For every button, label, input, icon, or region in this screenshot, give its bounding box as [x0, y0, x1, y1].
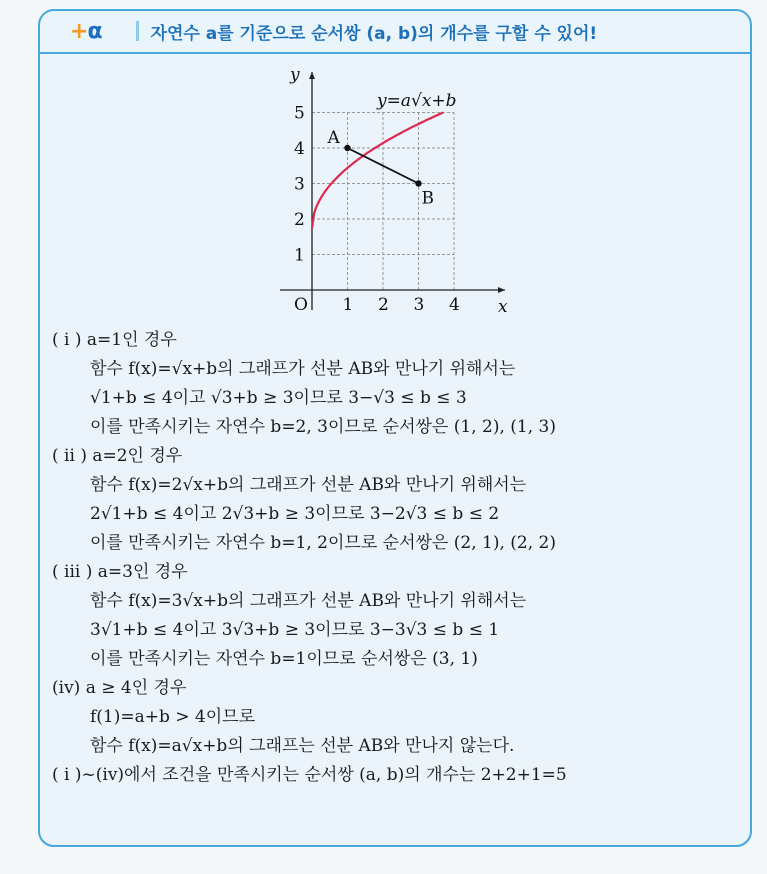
- point-a: [344, 145, 350, 151]
- x-tick-label: 1: [342, 295, 354, 315]
- origin-label: O: [294, 295, 308, 315]
- header: [70, 16, 597, 46]
- solution-line: 이를 만족시키는 자연수 b=1, 2이므로 순서쌍은 (2, 1), (2, 2): [90, 533, 556, 553]
- solution-line: ( i )~(iv)에서 조건을 만족시키는 순서쌍 (a, b)의 개수는 2+2+1=5: [52, 765, 567, 785]
- point-b-label: B: [421, 188, 434, 209]
- plus-alpha-logo: [70, 19, 102, 44]
- solution-line: 함수 f(x)=3√x+b의 그래프가 선분 AB와 만나기 위해서는: [90, 591, 527, 611]
- logo-plus: +: [70, 18, 88, 44]
- y-axis-label: y: [290, 65, 300, 85]
- solution-line: ( i ) a=1인 경우: [52, 330, 177, 350]
- point-b: [415, 180, 421, 186]
- y-tick-label: 1: [294, 245, 305, 266]
- y-tick-label: 5: [294, 103, 305, 124]
- solution-line: 함수 f(x)=2√x+b의 그래프가 선분 AB와 만나기 위해서는: [90, 475, 527, 495]
- y-tick-label: 3: [294, 174, 305, 195]
- x-axis-arrow-icon: [498, 287, 505, 293]
- solution-line: 함수 f(x)=√x+b의 그래프가 선분 AB와 만나기 위해서는: [90, 359, 516, 379]
- solution-line: f(1)=a+b > 4이므로: [90, 707, 256, 727]
- solution-line: 2√1+b ≤ 4이고 2√3+b ≥ 3이므로 3−2√3 ≤ b ≤ 2: [90, 504, 500, 524]
- graph: [270, 60, 520, 320]
- solution-line: 3√1+b ≤ 4이고 3√3+b ≥ 3이므로 3−3√3 ≤ b ≤ 1: [90, 620, 500, 640]
- solution-line: √1+b ≤ 4이고 √3+b ≥ 3이므로 3−√3 ≤ b ≤ 3: [90, 388, 467, 408]
- solution-text: [52, 326, 567, 790]
- header-title: 자연수 a를 기준으로 순서쌍 (a, b)의 개수를 구할 수 있어!: [150, 23, 598, 44]
- y-tick-label: 4: [294, 139, 305, 159]
- point-a-label: A: [327, 128, 340, 148]
- solution-line: 함수 f(x)=a√x+b의 그래프는 선분 AB와 만나지 않는다.: [90, 736, 515, 756]
- y-tick-label: 2: [294, 210, 305, 230]
- solution-line: ( ii ) a=2인 경우: [52, 446, 183, 466]
- x-tick-label: 4: [449, 295, 460, 315]
- solution-line: 이를 만족시키는 자연수 b=1이므로 순서쌍은 (3, 1): [90, 649, 478, 669]
- curve-equation: y=a√x+b: [377, 91, 457, 111]
- x-tick-label: 3: [413, 295, 425, 315]
- header-divider: [136, 21, 139, 41]
- solution-line: ( iii ) a=3인 경우: [52, 562, 188, 582]
- x-axis-label: x: [498, 297, 508, 317]
- solution-line: 이를 만족시키는 자연수 b=2, 3이므로 순서쌍은 (1, 2), (1, 3): [90, 417, 556, 437]
- logo-alpha: α: [87, 18, 102, 44]
- y-axis-arrow-icon: [309, 72, 315, 79]
- x-tick-label: 2: [378, 295, 389, 315]
- solution-line: (iv) a ≥ 4인 경우: [52, 678, 187, 698]
